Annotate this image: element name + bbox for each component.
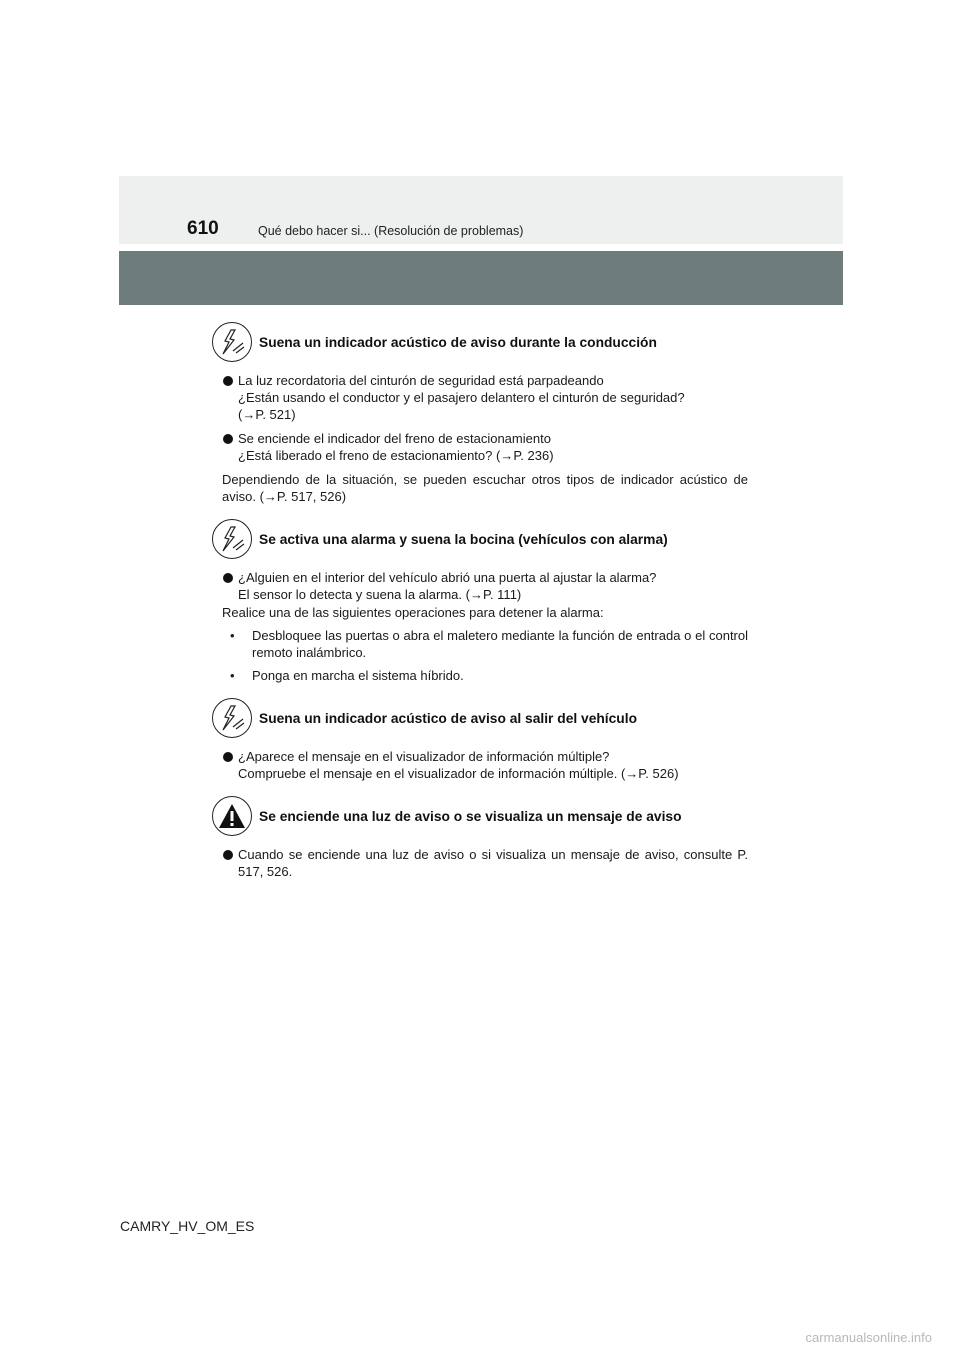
watermark: carmanualsonline.info bbox=[805, 1330, 932, 1345]
lightning-horn-icon bbox=[212, 519, 252, 559]
section-header bbox=[212, 318, 748, 366]
bullet-dot bbox=[223, 434, 233, 444]
page-number: 610 bbox=[187, 218, 219, 239]
bullet-dot bbox=[223, 376, 233, 386]
sub-list-item bbox=[222, 627, 748, 661]
item-line: El sensor lo detecta y suena la alarma. (→P. 111) bbox=[238, 587, 522, 602]
bullet-dot bbox=[223, 850, 233, 860]
section-header bbox=[212, 515, 748, 563]
section-title: Se enciende una luz de aviso o se visualiza un mensaje de aviso bbox=[259, 808, 682, 824]
item-line: (→P. 521) bbox=[238, 407, 296, 422]
item-line: Cuando se enciende una luz de aviso o si visualiza un mensaje de aviso, consulte P. 517, 526. bbox=[238, 847, 748, 879]
item-line: La luz recordatoria del cinturón de seguridad está parpadeando bbox=[238, 373, 604, 388]
sub-bullet: • bbox=[230, 628, 235, 643]
section-title: Suena un indicador acústico de aviso durante la conducción bbox=[259, 334, 657, 350]
content bbox=[222, 318, 748, 890]
section-warning-light bbox=[222, 792, 748, 880]
header-bar bbox=[119, 251, 843, 305]
list-item bbox=[222, 569, 748, 603]
item-line: ¿Están usando el conductor y el pasajero delantero el cinturón de seguridad? bbox=[238, 390, 685, 405]
section-horn-exiting bbox=[222, 694, 748, 782]
lightning-horn-icon bbox=[212, 698, 252, 738]
sub-item-text: Ponga en marcha el sistema híbrido. bbox=[252, 668, 464, 683]
section-header bbox=[212, 694, 748, 742]
list-item bbox=[222, 846, 748, 880]
section-title: Se activa una alarma y suena la bocina (vehículos con alarma) bbox=[259, 531, 668, 547]
warning-exclamation-icon bbox=[212, 796, 252, 836]
bullet-dot bbox=[223, 573, 233, 583]
item-line: ¿Está liberado el freno de estacionamiento? (→P. 236) bbox=[238, 448, 554, 463]
item-line: Se enciende el indicador del freno de estacionamiento bbox=[238, 431, 551, 446]
lightning-horn-icon bbox=[212, 322, 252, 362]
sub-list-item bbox=[222, 667, 748, 684]
section-header bbox=[212, 792, 748, 840]
list-item bbox=[222, 748, 748, 782]
section-note: Dependiendo de la situación, se pueden escuchar otros tipos de indicador acústico de aviso. (→P. 517, 526) bbox=[222, 472, 748, 504]
sub-bullet: • bbox=[230, 668, 235, 683]
section-note: Realice una de las siguientes operaciones para detener la alarma: bbox=[222, 605, 604, 620]
item-line: Compruebe el mensaje en el visualizador de información múltiple. (→P. 526) bbox=[238, 766, 679, 781]
section-title: Suena un indicador acústico de aviso al salir del vehículo bbox=[259, 710, 637, 726]
section-alarm bbox=[222, 515, 748, 684]
sub-item-text: Desbloquee las puertas o abra el maletero mediante la función de entrada o el control remoto inalámbrico. bbox=[252, 628, 748, 660]
item-line: ¿Aparece el mensaje en el visualizador de información múltiple? bbox=[238, 749, 610, 764]
chapter-title: Qué debo hacer si... (Resolución de problemas) bbox=[258, 224, 524, 238]
list-item bbox=[222, 430, 748, 464]
section-horn-while-driving bbox=[222, 318, 748, 505]
document-code: CAMRY_HV_OM_ES bbox=[120, 1218, 255, 1234]
bullet-dot bbox=[223, 752, 233, 762]
list-item bbox=[222, 372, 748, 423]
item-line: ¿Alguien en el interior del vehículo abrió una puerta al ajustar la alarma? bbox=[238, 570, 657, 585]
